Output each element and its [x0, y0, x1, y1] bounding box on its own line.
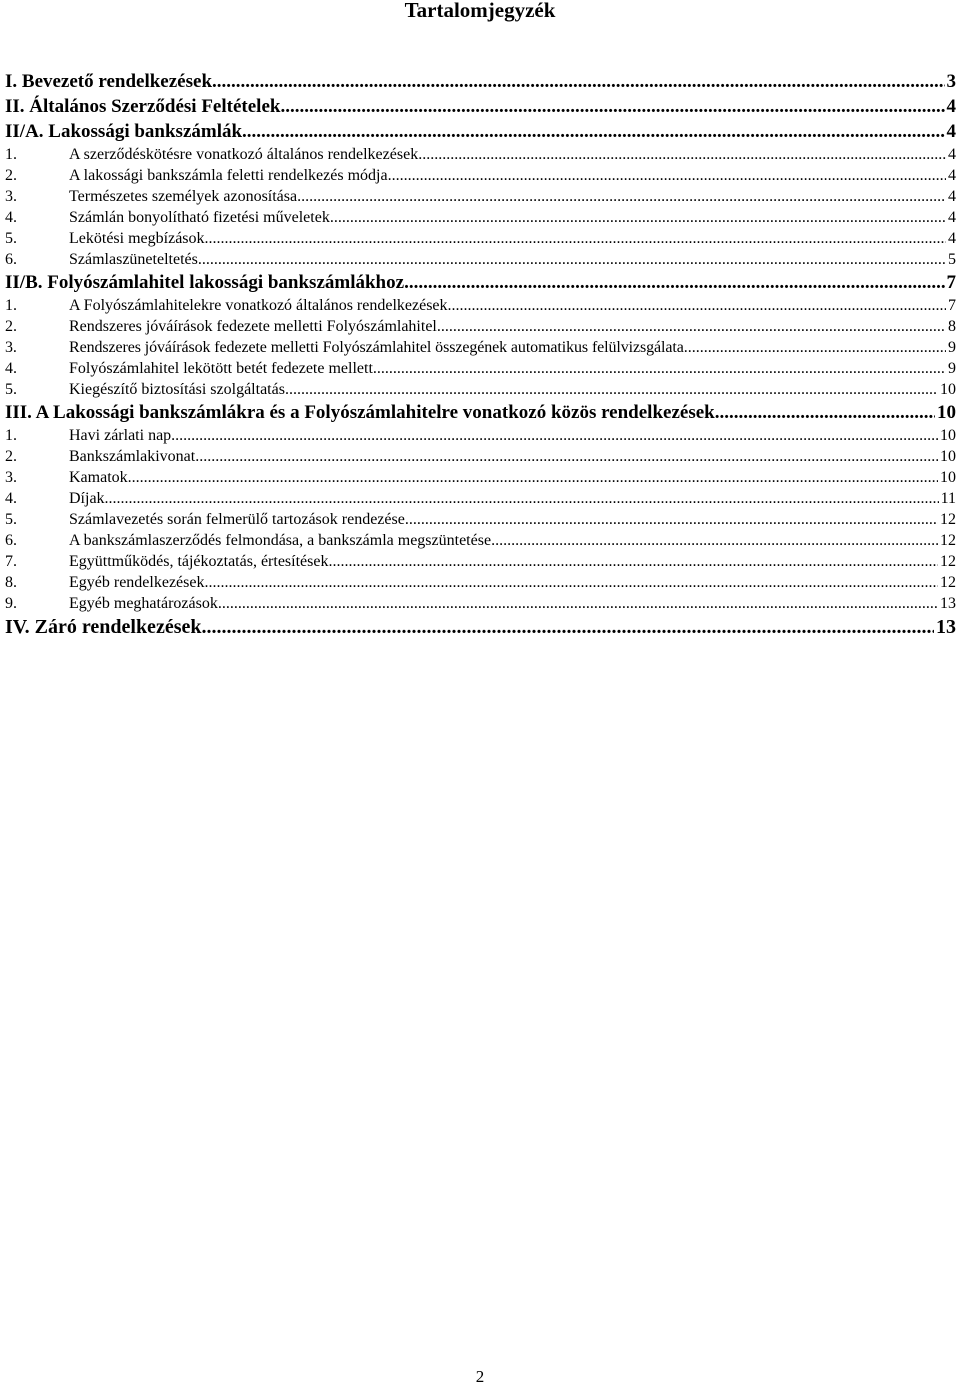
toc-leader [105, 488, 939, 509]
toc-entry-number: 5. [5, 381, 17, 398]
toc-leader [328, 551, 938, 572]
toc-entry-number: 5. [5, 511, 17, 528]
toc-leader [171, 425, 938, 446]
toc-subentry[interactable] [5, 358, 956, 379]
toc-entry-number: 2. [5, 448, 17, 465]
toc-entry-page: 10 [937, 402, 956, 423]
toc-entry-text: II. Általános Szerződési Feltételek [5, 96, 281, 117]
toc-entry[interactable] [5, 119, 956, 144]
toc-entry-number: 1. [5, 297, 17, 314]
toc-entry-page: 11 [940, 490, 956, 507]
toc-entry-text: Számlaszüneteltetés [69, 251, 198, 268]
toc-entry-text: A lakossági bankszámla feletti rendelkezés módja [69, 167, 388, 184]
toc-subentry[interactable] [5, 551, 956, 572]
toc-leader [285, 379, 938, 400]
toc-entry[interactable] [5, 69, 956, 94]
toc-subentry[interactable] [5, 593, 956, 614]
toc-leader [388, 165, 946, 186]
toc-entry-text: Lekötési megbízások [69, 230, 205, 247]
toc-entry-page: 4 [946, 121, 956, 142]
toc-leader [373, 358, 946, 379]
toc-leader [212, 69, 944, 94]
toc-leader [404, 270, 944, 295]
toc-entry-page: 4 [948, 167, 956, 184]
toc-leader [128, 467, 938, 488]
page-title: Tartalomjegyzék [404, 0, 556, 22]
toc-entry-page: 4 [946, 96, 956, 117]
toc-entry-text: Együttműködés, tájékoztatás, értesítések [69, 553, 329, 570]
toc-entry-text: Bankszámlakivonat [69, 448, 196, 465]
toc-leader [195, 446, 938, 467]
toc-entry-page: 10 [940, 427, 956, 444]
toc-entry-text: Díjak [69, 490, 105, 507]
toc-leader [280, 94, 944, 119]
toc-leader [715, 400, 935, 425]
toc-entry-page: 7 [946, 272, 956, 293]
toc-entry-number: 2. [5, 318, 17, 335]
toc-entry-page: 10 [940, 448, 956, 465]
toc-entry-page: 7 [948, 297, 956, 314]
toc-subentry[interactable] [5, 144, 956, 165]
toc-leader [297, 186, 946, 207]
toc-leader [205, 228, 946, 249]
toc-leader [204, 572, 938, 593]
toc-entry[interactable] [5, 270, 956, 295]
toc-entry-page: 4 [948, 146, 956, 163]
toc-entry-number: 6. [5, 251, 17, 268]
toc-entry-text: Egyéb meghatározások [69, 595, 218, 612]
toc-leader [201, 614, 934, 640]
toc-entry-text: Rendszeres jóváírások fedezete melletti Folyószámlahitel összegének automatikus felülvizsgálata [69, 339, 684, 356]
toc-entry-number: 1. [5, 427, 17, 444]
toc-subentry[interactable] [5, 446, 956, 467]
toc-subentry[interactable] [5, 249, 956, 270]
toc-entry-page: 4 [948, 188, 956, 205]
toc-leader [330, 207, 946, 228]
toc-entry-text: A Folyószámlahitelekre vonatkozó általános rendelkezések [69, 297, 448, 314]
toc-leader [491, 530, 938, 551]
toc-subentry[interactable] [5, 337, 956, 358]
toc-entry-page: 13 [940, 595, 956, 612]
toc-leader [405, 509, 938, 530]
toc-subentry[interactable] [5, 316, 956, 337]
toc-leader [684, 337, 946, 358]
toc-entry-number: 6. [5, 532, 17, 549]
toc-entry-text: Számlavezetés során felmerülő tartozások rendezése [69, 511, 405, 528]
toc-subentry[interactable] [5, 467, 956, 488]
toc-entry-number: 3. [5, 339, 17, 356]
toc-entry-number: 2. [5, 167, 17, 184]
toc-subentry[interactable] [5, 295, 956, 316]
toc-subentry[interactable] [5, 207, 956, 228]
toc-entry-text: Számlán bonyolítható fizetési műveletek [69, 209, 330, 226]
toc-entry-page: 4 [948, 209, 956, 226]
toc-entry-page: 9 [948, 339, 956, 356]
toc-entry-number: 1. [5, 146, 17, 163]
toc-entry-number: 3. [5, 469, 17, 486]
toc-leader [218, 593, 938, 614]
toc-entry-text: I. Bevezető rendelkezések [5, 71, 213, 92]
toc-subentry[interactable] [5, 488, 956, 509]
toc-leader [242, 119, 944, 144]
toc-entry-page: 8 [948, 318, 956, 335]
toc-entry-number: 9. [5, 595, 17, 612]
toc-entry-text: Havi zárlati nap [69, 427, 172, 444]
toc-entry-page: 3 [946, 71, 956, 92]
toc-entry-text: A bankszámlaszerződés felmondása, a bankszámla megszüntetése [69, 532, 492, 549]
toc-leader [198, 249, 946, 270]
toc-entry-page: 12 [940, 511, 956, 528]
toc-subentry[interactable] [5, 228, 956, 249]
toc-entry-number: 4. [5, 360, 17, 377]
toc-entry-number: 3. [5, 188, 17, 205]
toc-leader [418, 144, 946, 165]
toc-entry-number: 7. [5, 553, 17, 570]
toc-entry-text: Kamatok [69, 469, 128, 486]
toc-entry-page: 12 [940, 553, 956, 570]
toc-entry-page: 9 [948, 360, 956, 377]
toc-entry[interactable] [5, 94, 956, 119]
toc-entry-text: Rendszeres jóváírások fedezete melletti Folyószámlahitel [69, 318, 437, 335]
toc-subentry[interactable] [5, 165, 956, 186]
toc-entry-page: 10 [940, 381, 956, 398]
toc-subentry[interactable] [5, 509, 956, 530]
toc-entry-page: 4 [948, 230, 956, 247]
toc-entry[interactable] [5, 400, 956, 425]
toc-entry-text: II/B. Folyószámlahitel lakossági bankszámlákhoz [5, 272, 405, 293]
toc-subentry[interactable] [5, 425, 956, 446]
toc-entry-page: 12 [940, 574, 956, 591]
toc-entry[interactable] [5, 614, 956, 640]
toc-entry-text: II/A. Lakossági bankszámlák [5, 121, 243, 142]
toc-subentry[interactable] [5, 379, 956, 400]
toc-entry-number: 5. [5, 230, 17, 247]
toc-entry-number: 8. [5, 574, 17, 591]
toc-entry-page: 13 [936, 616, 956, 638]
toc-subentry[interactable] [5, 530, 956, 551]
toc-entry-text: Kiegészítő biztosítási szolgáltatás [69, 381, 285, 398]
page-number: 2 [475, 1367, 485, 1386]
toc-entry-number: 4. [5, 490, 17, 507]
toc-entry-text: Egyéb rendelkezések [69, 574, 205, 591]
table-of-contents [5, 69, 956, 640]
toc-entry-text: Természetes személyek azonosítása [69, 188, 298, 205]
toc-entry-text: IV. Záró rendelkezések [5, 616, 202, 638]
toc-leader [448, 295, 946, 316]
toc-entry-text: Folyószámlahitel lekötött betét fedezete mellett [69, 360, 373, 377]
toc-entry-text: III. A Lakossági bankszámlákra és a Folyószámlahitelre vonatkozó közös rendelkezések [5, 402, 715, 423]
toc-subentry[interactable] [5, 572, 956, 593]
toc-entry-page: 5 [948, 251, 956, 268]
toc-entry-text: A szerződéskötésre vonatkozó általános rendelkezések [69, 146, 419, 163]
toc-entry-page: 10 [940, 469, 956, 486]
toc-entry-page: 12 [940, 532, 956, 549]
toc-entry-number: 4. [5, 209, 17, 226]
toc-leader [437, 316, 946, 337]
toc-subentry[interactable] [5, 186, 956, 207]
